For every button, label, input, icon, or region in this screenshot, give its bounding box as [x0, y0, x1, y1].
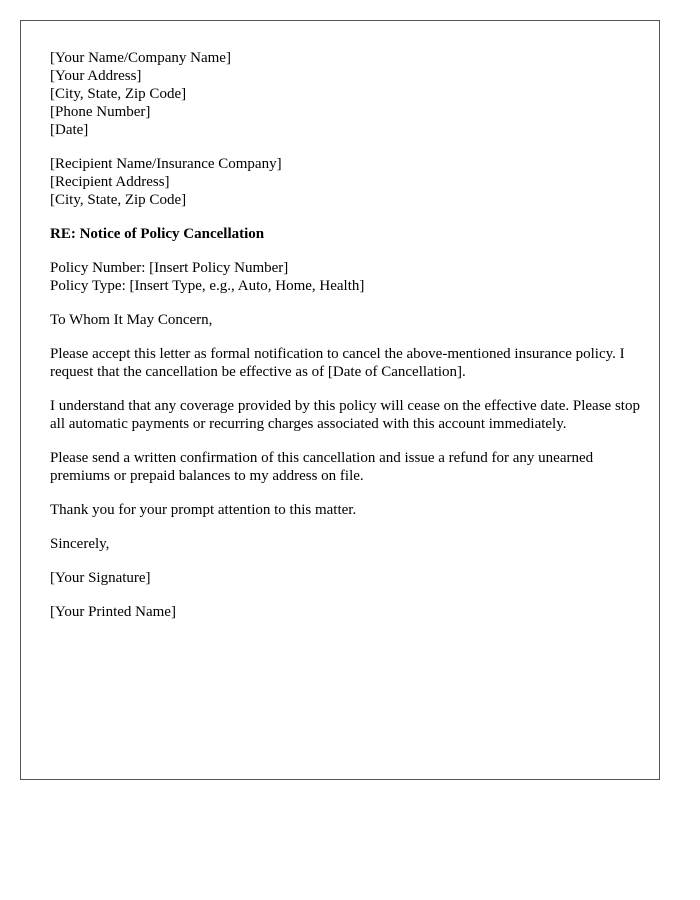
paragraph-refund: Please send a written confirmation of this cancellation and issue a refund for any unearned premiums or prepaid balances to my address on file. [50, 450, 594, 484]
letter-page [20, 20, 660, 780]
policy-type: Policy Type: [Insert Type, e.g., Auto, Home, Health] [50, 278, 365, 294]
letter-body [50, 49, 640, 637]
recipient-city: [City, State, Zip Code] [50, 192, 187, 208]
salutation: To Whom It May Concern, [50, 312, 213, 328]
sender-phone: [Phone Number] [50, 104, 151, 120]
closing: Sincerely, [50, 536, 110, 552]
paragraph-thanks: Thank you for your prompt attention to this matter. [50, 502, 357, 518]
sender-block [50, 49, 640, 139]
printed-name-placeholder: [Your Printed Name] [50, 604, 176, 620]
sender-address: [Your Address] [50, 68, 142, 84]
signature-placeholder: [Your Signature] [50, 570, 151, 586]
sender-name: [Your Name/Company Name] [50, 50, 231, 66]
subject-line: RE: Notice of Policy Cancellation [50, 226, 265, 242]
policy-number: Policy Number: [Insert Policy Number] [50, 260, 289, 276]
letter-date: [Date] [50, 122, 89, 138]
policy-block [50, 259, 640, 295]
paragraph-coverage: I understand that any coverage provided by this policy will cease on the effective date. Please stop all automatic payments or recurring charges associated with this account immediately. [50, 398, 640, 432]
paragraph-notification: Please accept this letter as formal notification to cancel the above-mentioned insurance policy. I request that the cancellation be effective as of [Date of Cancellation]. [50, 346, 625, 380]
recipient-address: [Recipient Address] [50, 174, 170, 190]
sender-city: [City, State, Zip Code] [50, 86, 187, 102]
recipient-name: [Recipient Name/Insurance Company] [50, 156, 282, 172]
recipient-block [50, 155, 640, 209]
